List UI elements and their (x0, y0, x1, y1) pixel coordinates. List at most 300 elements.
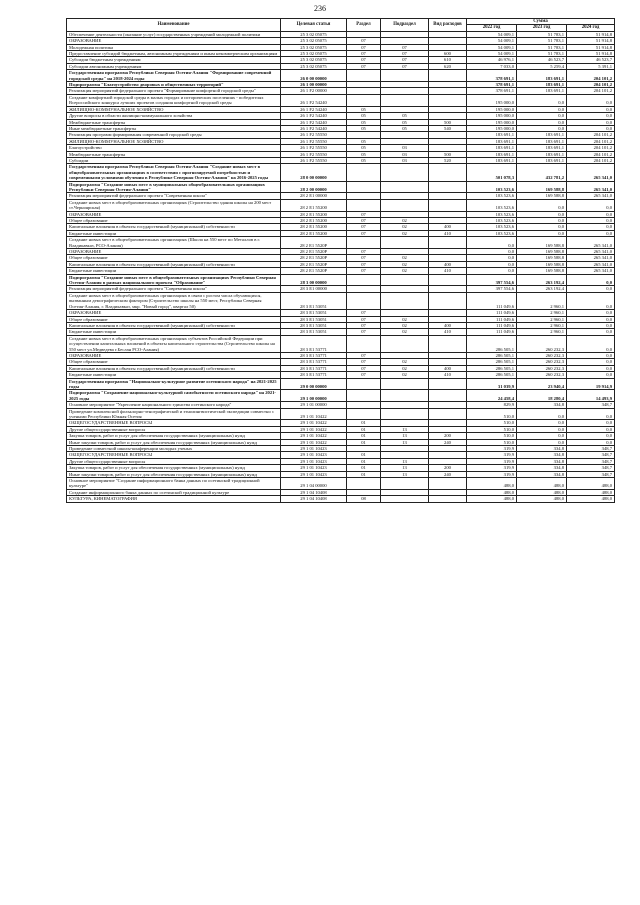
row-section: 05 (347, 125, 381, 131)
row-code: 29 1 01 10423 (281, 465, 347, 471)
row-section: 01 (347, 452, 381, 458)
row-2024: 0,0 (567, 94, 615, 106)
row-type: 410 (429, 329, 467, 335)
row-code: 29 1 01 10423 (281, 471, 347, 477)
row-code: 28 3 E1 00000 (281, 286, 347, 292)
row-section: 05 (347, 113, 381, 119)
row-2023: 0,0 (517, 439, 567, 445)
row-2024: 51 914,8 (567, 51, 615, 57)
row-name: Капитальные вложения в объекты государственной (муниципальной) собственности (67, 261, 281, 267)
row-type: 500 (429, 151, 467, 157)
row-2024: 204 101,2 (567, 132, 615, 138)
row-subsection: 07 (381, 63, 429, 69)
row-2024: 0,0 (567, 365, 615, 371)
row-name: ОБРАЗОВАНИЕ (67, 352, 281, 358)
row-2023: 260 232,3 (517, 352, 567, 358)
row-2023: 334,8 (517, 446, 567, 452)
row-code: 28 2 E1 55200 (281, 199, 347, 211)
row-name: Капитальные вложения в объекты государственной (муниципальной) собственности (67, 322, 281, 328)
row-2023: 183 691,1 (517, 82, 567, 88)
row-2024: 265 341,0 (567, 193, 615, 199)
row-2023: 260 232,3 (517, 335, 567, 352)
table-row (67, 478, 615, 490)
row-type: 410 (429, 230, 467, 236)
table-row (67, 70, 615, 82)
row-name: Бюджетные инвестиции (67, 268, 281, 274)
row-name: Общее образование (67, 218, 281, 224)
row-2023: 0,0 (517, 433, 567, 439)
row-code: 26 1 F2 55550 (281, 132, 347, 138)
row-2022: 103 523,6 (467, 211, 517, 217)
row-name: Бюджетные инвестиции (67, 230, 281, 236)
row-name: ОБРАЗОВАНИЕ (67, 211, 281, 217)
row-subsection (381, 378, 429, 390)
row-2023: 183 691,1 (517, 88, 567, 94)
row-2024: 348,7 (567, 458, 615, 464)
row-code: 26 1 F2 00000 (281, 88, 347, 94)
row-section: 05 (347, 145, 381, 151)
row-subsection (381, 94, 429, 106)
row-name: Предоставление субсидий бюджетным, автономным учреждениям и иным некоммерческим организациям (67, 51, 281, 57)
row-name: Подпрограмма "Создание новых мест в общеобразовательных организациях Республики Северная Осетия-Алания в рамках национального проекта "Образование" (67, 274, 281, 286)
row-2023: 334,8 (517, 465, 567, 471)
row-2023: 0,0 (517, 230, 567, 236)
row-name: Межбюджетные трансферты (67, 119, 281, 125)
row-2024: 265 341,0 (567, 268, 615, 274)
row-code: 26 1 F2 54240 (281, 125, 347, 131)
row-2022: 111 049,6 (467, 329, 517, 335)
row-2022: 54 009,1 (467, 44, 517, 50)
row-2024: 0,0 (567, 352, 615, 358)
row-2022: 183 691,1 (467, 132, 517, 138)
row-name: Основное мероприятие "Создание информационного банка данных по осетинской традиционной культуре" (67, 478, 281, 490)
row-code: 28 0 00 00000 (281, 164, 347, 181)
row-2024: 0,0 (567, 433, 615, 439)
row-section: 05 (347, 151, 381, 157)
row-type: 400 (429, 322, 467, 328)
row-2022: 319,9 (467, 446, 517, 452)
row-2024: 0,0 (567, 420, 615, 426)
row-code: 26 1 00 00000 (281, 82, 347, 88)
row-name: Субсидии (67, 157, 281, 163)
row-name: Благоустройство (67, 145, 281, 151)
row-code: 29 1 01 10422 (281, 426, 347, 432)
row-type (429, 181, 467, 193)
row-2022: 501 078,3 (467, 164, 517, 181)
row-section: 07 (347, 365, 381, 371)
table-body (67, 31, 615, 502)
row-2024: 488,0 (567, 496, 615, 502)
row-code: 26 1 F2 54240 (281, 106, 347, 112)
row-section: 07 (347, 316, 381, 322)
row-name: Государственная программа Республики Северная Осетия-Алания "Создание новых мест в общеобразовательных организациях в соответствии с прогнозируемой потребностью и современными условиями обучения в Республике Северная Осетия-Алания" на 2016-2025 годы (67, 164, 281, 181)
row-code: 28 2 E1 55200 (281, 211, 347, 217)
row-code: 28 2 E1 5520P (281, 249, 347, 255)
row-subsection: 13 (381, 458, 429, 464)
row-section (347, 335, 381, 352)
row-2022: 7 033,0 (467, 63, 517, 69)
row-2023: 183 691,1 (517, 138, 567, 144)
row-section (347, 408, 381, 420)
row-section: 01 (347, 433, 381, 439)
row-subsection: 07 (381, 44, 429, 50)
row-code: 28 3 E1 53771 (281, 372, 347, 378)
row-type: 540 (429, 125, 467, 131)
row-2024: 204 101,2 (567, 82, 615, 88)
row-2022: 510,0 (467, 420, 517, 426)
row-2022: 378 691,1 (467, 88, 517, 94)
row-2024: 0,0 (567, 125, 615, 131)
row-2023: 488,0 (517, 489, 567, 495)
row-2024: 0,0 (567, 335, 615, 352)
row-2022: 488,0 (467, 478, 517, 490)
row-type (429, 199, 467, 211)
row-subsection: 03 (381, 151, 429, 157)
row-2024: 0,0 (567, 106, 615, 112)
row-name: Проведение комплексной фольклорно-этнографической и этнолингвистической экспедиции совместно с учеными Республики Южная Осетия (67, 408, 281, 420)
row-code: 28 3 00 00000 (281, 274, 347, 286)
row-name: ОБРАЗОВАНИЕ (67, 38, 281, 44)
row-type: 410 (429, 372, 467, 378)
row-type: 400 (429, 261, 467, 267)
row-type (429, 390, 467, 402)
table-row (67, 199, 615, 211)
row-subsection: 13 (381, 471, 429, 477)
row-2023: 2 960,1 (517, 310, 567, 316)
row-2022: 195 000,0 (467, 125, 517, 131)
row-2024: 265 341,0 (567, 249, 615, 255)
row-2023: 2 960,1 (517, 329, 567, 335)
row-2023: 0,0 (517, 199, 567, 211)
row-2024: 265 341,0 (567, 164, 615, 181)
row-2023: 0,0 (517, 125, 567, 131)
row-name: ОБРАЗОВАНИЕ (67, 310, 281, 316)
row-subsection (381, 237, 429, 249)
row-subsection (381, 496, 429, 502)
row-2023: 263 192,4 (517, 274, 567, 286)
row-code: 29 1 01 10423 (281, 452, 347, 458)
row-2024: 348,7 (567, 446, 615, 452)
row-2024: 488,0 (567, 489, 615, 495)
row-code: 29 1 04 10408 (281, 496, 347, 502)
row-section: 08 (347, 496, 381, 502)
row-type (429, 274, 467, 286)
row-2023: 183 691,1 (517, 132, 567, 138)
row-code: 28 3 E1 53051 (281, 322, 347, 328)
row-section: 07 (347, 372, 381, 378)
row-name: ОБРАЗОВАНИЕ (67, 249, 281, 255)
row-2023: 46 523,7 (517, 57, 567, 63)
row-code: 28 3 E1 53771 (281, 335, 347, 352)
row-subsection: 07 (381, 57, 429, 63)
row-subsection: 02 (381, 322, 429, 328)
row-2022: 103 523,6 (467, 199, 517, 211)
row-2024: 5 391,1 (567, 63, 615, 69)
row-section (347, 390, 381, 402)
row-code: 25 3 02 05075 (281, 63, 347, 69)
row-code: 26 1 F2 55550 (281, 145, 347, 151)
row-2023: 51 783,1 (517, 38, 567, 44)
row-name: Подпрограмма "Создание новых мест в муниципальных общеобразовательных организациях Республики Северная Осетия-Алания" (67, 181, 281, 193)
row-section: 07 (347, 57, 381, 63)
row-2022: 195 000,0 (467, 94, 517, 106)
row-2022: 0,0 (467, 261, 517, 267)
row-subsection: 03 (381, 145, 429, 151)
row-section (347, 378, 381, 390)
row-section: 01 (347, 458, 381, 464)
row-code: 29 1 04 00000 (281, 478, 347, 490)
row-2022: 397 554,6 (467, 274, 517, 286)
row-code: 29 1 01 10422 (281, 420, 347, 426)
row-2024: 0,0 (567, 439, 615, 445)
row-name: Бюджетные инвестиции (67, 329, 281, 335)
row-section: 07 (347, 359, 381, 365)
row-type: 240 (429, 439, 467, 445)
row-type: 500 (429, 119, 467, 125)
row-section: 01 (347, 465, 381, 471)
row-section: 07 (347, 224, 381, 230)
header-2024: 2024 год (567, 25, 615, 31)
row-subsection: 13 (381, 439, 429, 445)
row-code: 28 2 E1 5520P (281, 268, 347, 274)
row-type: 400 (429, 365, 467, 371)
row-type (429, 378, 467, 390)
row-type: 410 (429, 268, 467, 274)
row-2024: 265 341,0 (567, 181, 615, 193)
row-2023: 0,0 (517, 113, 567, 119)
row-2024: 0,0 (567, 274, 615, 286)
row-name: Иные закупки товаров, работ и услуг для обеспечения государственных (муниципальных) нужд (67, 471, 281, 477)
row-subsection: 05 (381, 125, 429, 131)
row-subsection (381, 478, 429, 490)
row-code: 25 3 02 05075 (281, 57, 347, 63)
row-name: Создание новых мест в общеобразовательных организациях субъектов Российской Федерации при осуществлении капитальных вложений в объекты капитального строительства (Строительство школы на 550 мест ул.Медведева г.Беслан РСО-Алания) (67, 335, 281, 352)
row-type (429, 164, 467, 181)
row-2022: 829,9 (467, 402, 517, 408)
row-code: 28 3 E1 53771 (281, 365, 347, 371)
row-2022: 488,0 (467, 496, 517, 502)
row-type (429, 496, 467, 502)
row-2024: 0,0 (567, 372, 615, 378)
row-2024: 0,0 (567, 113, 615, 119)
row-name: Реализация мероприятий федерального проекта "Формирование комфортной городской среды" (67, 88, 281, 94)
header-sum: Сумма (467, 19, 615, 25)
row-section: 07 (347, 268, 381, 274)
row-2024: 0,0 (567, 119, 615, 125)
row-name: Другие общегосударственные вопросы (67, 458, 281, 464)
row-2024: 265 341,0 (567, 255, 615, 261)
row-2024: 0,0 (567, 218, 615, 224)
row-section: 07 (347, 230, 381, 236)
row-type: 200 (429, 433, 467, 439)
row-type (429, 237, 467, 249)
row-2022: 111 049,6 (467, 310, 517, 316)
row-name: ЖИЛИЩНО-КОММУНАЛЬНОЕ ХОЗЯЙСТВО (67, 138, 281, 144)
row-code: 29 1 04 10408 (281, 489, 347, 495)
row-2023: 0,0 (517, 420, 567, 426)
row-code: 28 2 E1 5520P (281, 261, 347, 267)
row-2022: 0,0 (467, 237, 517, 249)
row-section: 07 (347, 322, 381, 328)
row-2023: 260 232,3 (517, 359, 567, 365)
row-section: 07 (347, 255, 381, 261)
row-section: 05 (347, 106, 381, 112)
row-2022: 319,9 (467, 471, 517, 477)
table-row (67, 274, 615, 286)
row-2022: 103 523,6 (467, 181, 517, 193)
row-2022: 397 554,6 (467, 286, 517, 292)
row-subsection (381, 181, 429, 193)
row-section: 07 (347, 329, 381, 335)
row-name: Обеспечение деятельности (оказание услуг) государственных учреждений молодежной политики (67, 31, 281, 37)
row-section (347, 70, 381, 82)
row-type: 520 (429, 157, 467, 163)
row-name: Реализация программ формирования современной городской среды (67, 132, 281, 138)
row-2022: 378 691,1 (467, 70, 517, 82)
row-2023: 23 940,4 (517, 378, 567, 390)
row-2024: 348,7 (567, 471, 615, 477)
row-2022: 54 009,1 (467, 38, 517, 44)
row-2023: 2 960,1 (517, 316, 567, 322)
budget-table (66, 18, 615, 503)
row-name: Реализация мероприятий федерального проекта "Современная школа" (67, 193, 281, 199)
row-name: Общее образование (67, 316, 281, 322)
row-section: 07 (347, 352, 381, 358)
row-section: 01 (347, 439, 381, 445)
row-2023: 0,0 (517, 224, 567, 230)
row-name: Другие вопросы в области жилищно-коммунального хозяйства (67, 113, 281, 119)
row-2024: 0,0 (567, 408, 615, 420)
row-2023: 183 691,1 (517, 70, 567, 82)
table-row (67, 164, 615, 181)
row-2023: 169 588,8 (517, 237, 567, 249)
row-2022: 54 009,1 (467, 51, 517, 57)
row-name: ЖИЛИЩНО-КОММУНАЛЬНОЕ ХОЗЯЙСТВО (67, 106, 281, 112)
row-section: 07 (347, 310, 381, 316)
table-row (67, 237, 615, 249)
row-type (429, 408, 467, 420)
header-subsection: Подраздел (381, 19, 429, 32)
row-name: Общее образование (67, 359, 281, 365)
row-2023: 334,8 (517, 452, 567, 458)
row-2022: 319,9 (467, 452, 517, 458)
row-code: 28 2 E1 55200 (281, 224, 347, 230)
row-section (347, 292, 381, 309)
row-2023: 183 691,1 (517, 157, 567, 163)
row-2023: 51 783,1 (517, 31, 567, 37)
row-2024: 204 101,2 (567, 138, 615, 144)
row-name: Создание комфортной городской среды в малых городах и исторических поселениях - победителях Всероссийского конкурса лучших проектов создания комфортной городской среды (67, 94, 281, 106)
row-subsection: 13 (381, 433, 429, 439)
row-code: 29 1 01 10423 (281, 458, 347, 464)
row-type: 400 (429, 224, 467, 230)
row-2022: 183 691,1 (467, 151, 517, 157)
row-code: 25 3 02 05075 (281, 44, 347, 50)
row-2022: 24 458,4 (467, 390, 517, 402)
row-2023: 0,0 (517, 426, 567, 432)
row-2023: 488,0 (517, 496, 567, 502)
row-2024: 0,0 (567, 230, 615, 236)
row-2022: 0,0 (467, 268, 517, 274)
row-code: 29 1 01 00000 (281, 402, 347, 408)
row-2024: 204 101,2 (567, 157, 615, 163)
row-2023: 334,8 (517, 402, 567, 408)
row-name: Проведение совместной школы-конференции молодых ученых (67, 446, 281, 452)
row-section (347, 199, 381, 211)
row-2024: 51 914,8 (567, 31, 615, 37)
header-name: Наименование (67, 19, 281, 32)
row-subsection (381, 292, 429, 309)
row-section: 01 (347, 471, 381, 477)
row-2024: 0,0 (567, 359, 615, 365)
row-2023: 51 783,1 (517, 44, 567, 50)
row-name: Подпрограмма "Благоустройство дворовых и общественных территорий" (67, 82, 281, 88)
row-2022: 510,0 (467, 439, 517, 445)
row-name: Молодежная политика (67, 44, 281, 50)
row-code: 28 3 E1 53051 (281, 329, 347, 335)
row-2022: 103 523,6 (467, 230, 517, 236)
row-2023: 169 588,8 (517, 268, 567, 274)
row-2022: 319,9 (467, 465, 517, 471)
row-code: 28 2 E1 00000 (281, 193, 347, 199)
row-2022: 183 691,1 (467, 157, 517, 163)
row-2024: 0,0 (567, 199, 615, 211)
row-subsection (381, 408, 429, 420)
row-code: 28 2 E1 5520P (281, 255, 347, 261)
row-name: Основное мероприятие "Укрепление национального единства осетинского народа" (67, 402, 281, 408)
row-subsection (381, 390, 429, 402)
row-section: 07 (347, 211, 381, 217)
row-section: 05 (347, 138, 381, 144)
row-code: 29 1 01 10422 (281, 439, 347, 445)
row-2024: 46 523,7 (567, 57, 615, 63)
row-2022: 488,0 (467, 489, 517, 495)
row-code: 25 3 02 05075 (281, 31, 347, 37)
row-2023: 2 960,1 (517, 292, 567, 309)
row-2022: 111 049,6 (467, 292, 517, 309)
row-name: Создание новых мест в общеобразовательных организациях (Школа на 550 мест по Металлов в г. Владикавказ, РСО-Алания) (67, 237, 281, 249)
row-section: 07 (347, 261, 381, 267)
row-name: Реализация мероприятий федерального проекта "Современная школа" (67, 286, 281, 292)
header-2022: 2022 год (467, 25, 517, 31)
row-type (429, 335, 467, 352)
row-2024: 265 341,0 (567, 237, 615, 249)
row-subsection: 03 (381, 157, 429, 163)
row-subsection: 05 (381, 113, 429, 119)
row-name: Бюджетные инвестиции (67, 372, 281, 378)
table-row (67, 408, 615, 420)
row-code: 26 1 F2 55550 (281, 138, 347, 144)
page-number: 236 (314, 4, 326, 13)
row-2024: 488,0 (567, 478, 615, 490)
row-section: 07 (347, 38, 381, 44)
table-row (67, 335, 615, 352)
row-2023: 169 588,8 (517, 255, 567, 261)
row-subsection: 02 (381, 316, 429, 322)
row-2022: 46 976,1 (467, 57, 517, 63)
row-code: 29 1 01 10422 (281, 433, 347, 439)
row-section: 07 (347, 63, 381, 69)
row-2024: 0,0 (567, 286, 615, 292)
row-2024: 0,0 (567, 310, 615, 316)
row-2023: 0,0 (517, 94, 567, 106)
row-section: 07 (347, 44, 381, 50)
row-subsection: 07 (381, 51, 429, 57)
row-code: 28 2 E1 55200 (281, 218, 347, 224)
row-2023: 334,8 (517, 471, 567, 477)
row-2023: 260 232,3 (517, 372, 567, 378)
row-2024: 0,0 (567, 211, 615, 217)
